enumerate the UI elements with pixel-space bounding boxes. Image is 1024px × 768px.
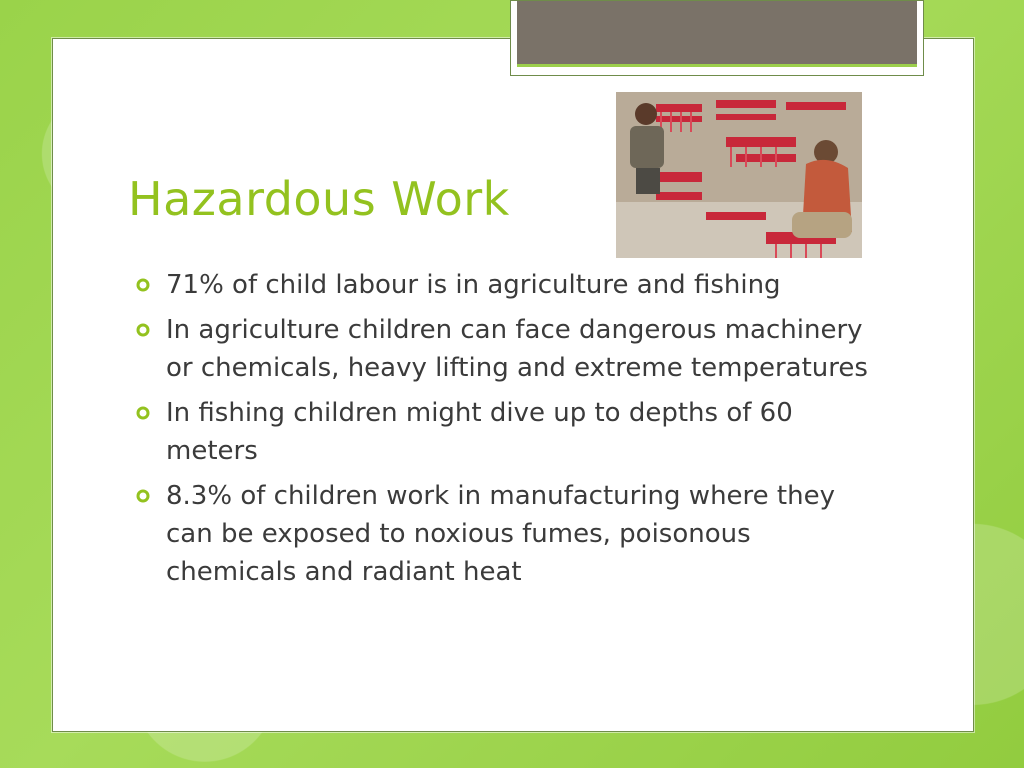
bullet-text: In agriculture children can face dangerous machinery or chemicals, heavy lifting and extreme temperatures [166, 315, 868, 383]
photo-illustration [616, 92, 862, 258]
children-working-photo [616, 92, 862, 258]
list-item [136, 266, 876, 304]
header-tab [510, 0, 924, 76]
list-item [136, 311, 876, 387]
circle-bullet-icon [136, 489, 150, 503]
slide-title: Hazardous Work [128, 172, 510, 226]
bullet-text: 71% of child labour is in agriculture and fishing [166, 270, 781, 300]
circle-bullet-icon [136, 323, 150, 337]
bullet-text: 8.3% of children work in manufacturing where they can be exposed to noxious fumes, poisonous chemicals and radiant heat [166, 481, 835, 587]
bullet-list [136, 266, 876, 598]
circle-bullet-icon [136, 278, 150, 292]
bullet-text: In fishing children might dive up to depths of 60 meters [166, 398, 793, 466]
circle-bullet-icon [136, 406, 150, 420]
list-item [136, 477, 876, 591]
header-tab-bar [517, 1, 917, 67]
list-item [136, 394, 876, 470]
